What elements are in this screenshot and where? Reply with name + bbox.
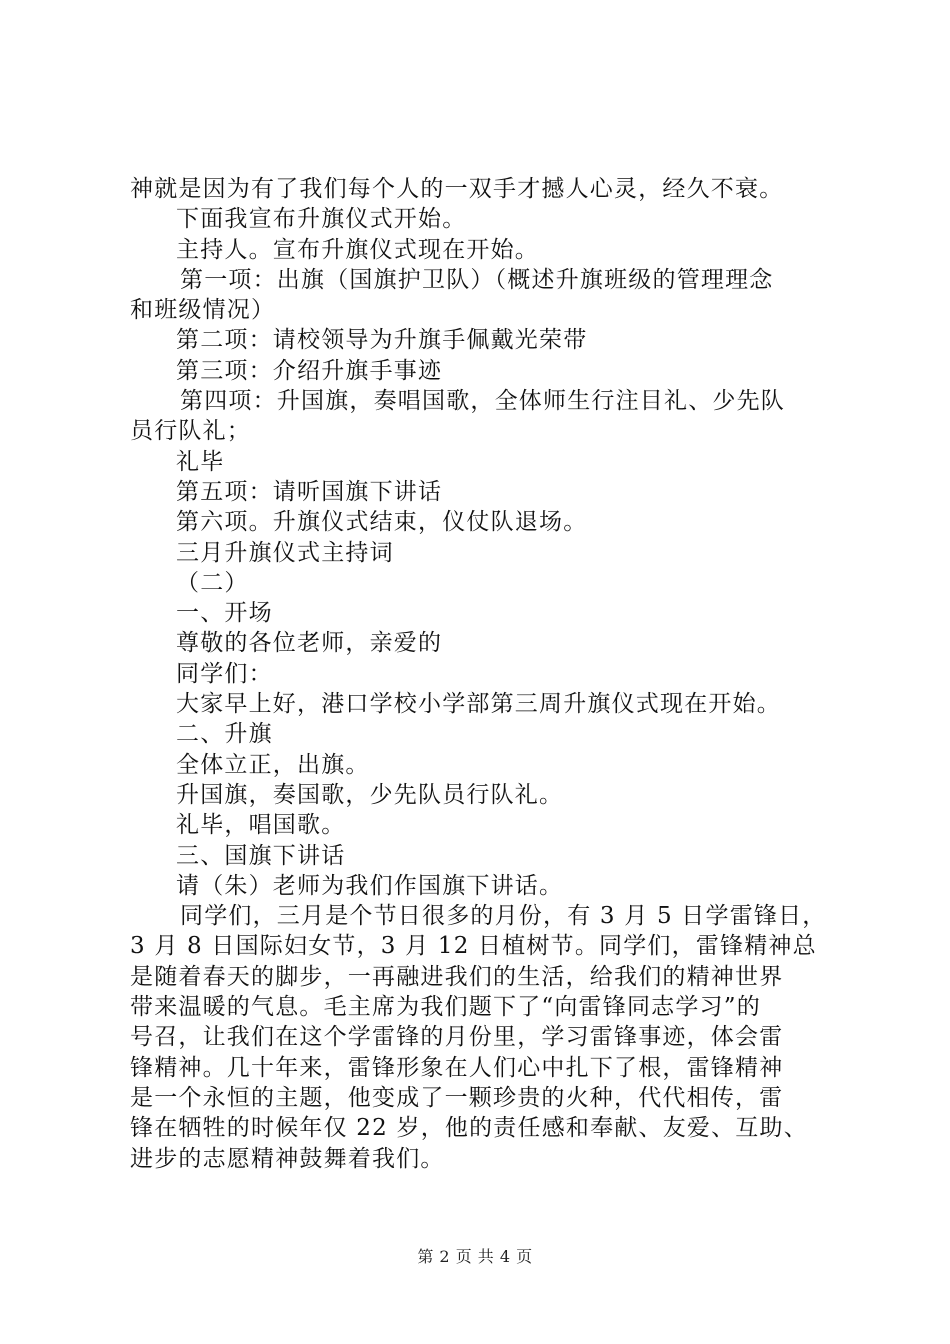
text-line: 第二项：请校领导为升旗手佩戴光荣带 <box>176 327 588 354</box>
text-line: 二、升旗 <box>176 721 273 748</box>
text-line: 第一项：出旗（国旗护卫队）（概述升旗班级的管理理念 <box>180 266 774 293</box>
text-line: （二） <box>176 569 249 596</box>
document-body <box>130 174 835 1174</box>
text-line: 神就是因为有了我们每个人的一双手才撼人心灵，经久不衰。 <box>130 176 784 202</box>
text-line: 下面我宣布升旗仪式开始。 <box>176 206 467 233</box>
text-line: 大家早上好，港口学校小学部第三周升旗仪式现在开始。 <box>176 691 781 718</box>
text-line: 尊敬的各位老师，亲爱的 <box>176 630 443 657</box>
text-line: 锋精神。几十年来，雷锋形象在人们心中扎下了根，雷锋精神 <box>130 1054 784 1081</box>
text-line: 第三项：介绍升旗手事迹 <box>176 357 443 384</box>
text-line: 三月升旗仪式主持词 <box>176 539 394 566</box>
page-number-footer: 第 2 页 共 4 页 <box>417 1247 533 1266</box>
text-line: 一、开场 <box>176 600 273 627</box>
text-line: 号召，让我们在这个学雷锋的月份里，学习雷锋事迹，体会雷 <box>130 1024 784 1051</box>
text-line: 请（朱）老师为我们作国旗下讲话。 <box>176 872 564 899</box>
text-line: 3 月 8 日国际妇女节，3 月 12 日植树节。同学们，雷锋精神总 <box>130 933 817 960</box>
text-line: 员行队礼； <box>130 418 251 445</box>
text-line: 三、国旗下讲话 <box>176 842 346 869</box>
text-line: 和班级情况） <box>130 297 276 324</box>
text-line: 礼毕，唱国歌。 <box>176 812 346 839</box>
text-line: 主持人。宣布升旗仪式现在开始。 <box>176 236 539 263</box>
text-line: 礼毕 <box>176 448 225 475</box>
text-line: 第四项：升国旗，奏唱国歌，全体师生行注目礼、少先队 <box>180 388 785 415</box>
text-line: 全体立正，出旗。 <box>176 751 370 778</box>
text-line: 同学们，三月是个节日很多的月份，有 3 月 5 日学雷锋日， <box>180 903 827 930</box>
text-line: 第六项。升旗仪式结束，仪仗队退场。 <box>176 509 588 536</box>
text-line: 第五项：请听国旗下讲话 <box>176 478 443 505</box>
text-line: 锋在牺牲的时候年仅 22 岁，他的责任感和奉献、友爱、互助、 <box>130 1115 808 1142</box>
text-line: 带来温暖的气息。毛主席为我们题下了“向雷锋同志学习”的 <box>130 994 761 1021</box>
text-line: 同学们： <box>176 660 273 687</box>
text-line: 进步的志愿精神鼓舞着我们。 <box>130 1145 445 1172</box>
text-line: 升国旗，奏国歌，少先队员行队礼。 <box>176 781 564 808</box>
text-line: 是一个永恒的主题，他变成了一颗珍贵的火种，代代相传，雷 <box>130 1084 784 1111</box>
text-line: 是随着春天的脚步，一再融进我们的生活，给我们的精神世界 <box>130 963 784 990</box>
